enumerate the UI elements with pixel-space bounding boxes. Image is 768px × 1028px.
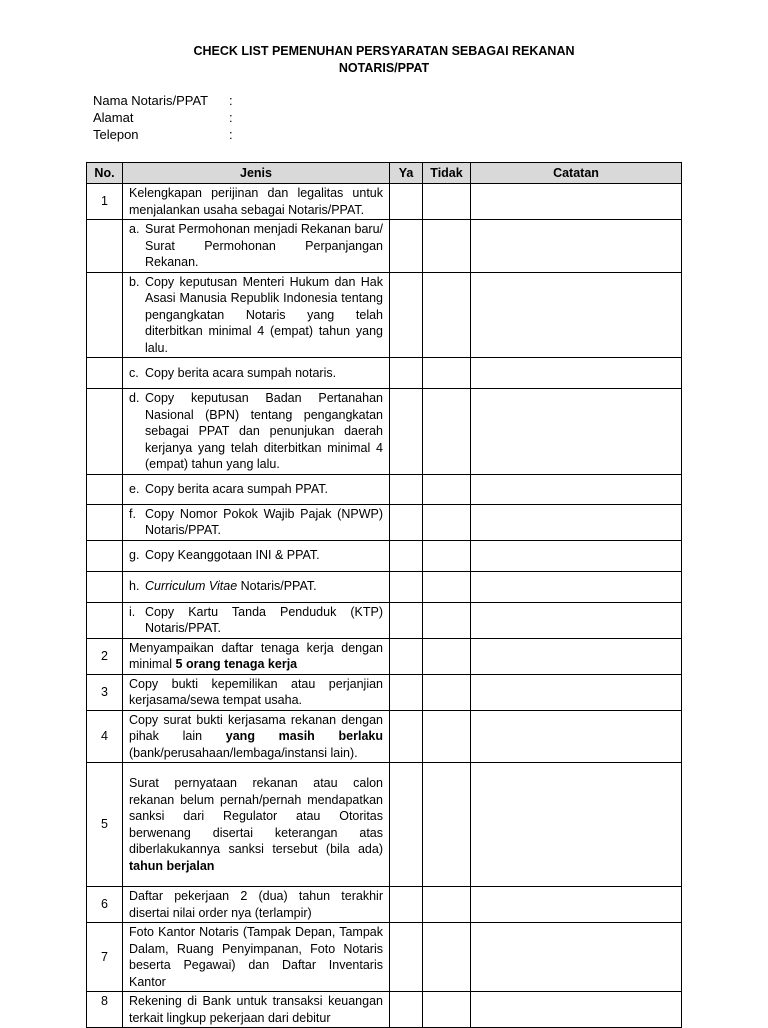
item-letter: f. (129, 506, 136, 521)
row-text-bold: yang masih berlaku (225, 729, 383, 743)
table-row (87, 887, 682, 923)
catatan-cell[interactable] (471, 184, 682, 220)
catatan-cell[interactable] (471, 358, 682, 389)
ya-cell[interactable] (390, 571, 423, 602)
tidak-cell[interactable] (423, 220, 471, 273)
header-tidak: Tidak (423, 163, 471, 184)
row-text: Copy bukti kepemilikan atau perjanjian kerjasama/sewa tempat usaha. (123, 674, 390, 710)
row-text: Kelengkapan perijinan dan legalitas untuk menjalankan usaha sebagai Notaris/PPAT. (123, 184, 390, 220)
item-text: Copy keputusan Menteri Hukum dan Hak Asasi Manusia Republik Indonesia tentang pengangkatan Notaris yang telah diterbitkan minimal 4 (empat) tahun yang lalu. (145, 274, 383, 355)
catatan-cell[interactable] (471, 923, 682, 992)
item-letter: e. (129, 481, 140, 496)
tidak-cell[interactable] (423, 272, 471, 358)
header-no: No. (87, 163, 123, 184)
catatan-cell[interactable] (471, 540, 682, 571)
tidak-cell[interactable] (423, 887, 471, 923)
ya-cell[interactable] (390, 763, 423, 887)
item-text-italic: Curriculum Vitae (145, 579, 238, 594)
ya-cell[interactable] (390, 272, 423, 358)
table-row (87, 602, 682, 638)
tidak-cell[interactable] (423, 674, 471, 710)
table-row (87, 389, 682, 475)
ya-cell[interactable] (390, 638, 423, 674)
tidak-cell[interactable] (423, 358, 471, 389)
table-row (87, 358, 682, 389)
ya-cell[interactable] (390, 992, 423, 1028)
row-number: 8 (87, 992, 123, 1028)
row-text: Foto Kantor Notaris (Tampak Depan, Tampak Dalam, Ruang Penyimpanan, Foto Notaris beserta Pegawai) dan Daftar Inventaris Kantor (123, 923, 390, 992)
item-letter: c. (129, 365, 139, 380)
header-jenis: Jenis (123, 163, 390, 184)
tidak-cell[interactable] (423, 571, 471, 602)
row-text: Copy surat bukti kerjasama rekanan dengan pihak lain (129, 712, 383, 743)
ya-cell[interactable] (390, 923, 423, 992)
catatan-cell[interactable] (471, 220, 682, 273)
row-number: 7 (87, 923, 123, 992)
item-letter: i. (129, 604, 136, 619)
tidak-cell[interactable] (423, 763, 471, 887)
catatan-cell[interactable] (471, 887, 682, 923)
item-letter: d. (129, 391, 140, 405)
item-letter: h. (129, 579, 140, 594)
tidak-cell[interactable] (423, 923, 471, 992)
catatan-cell[interactable] (471, 763, 682, 887)
catatan-cell[interactable] (471, 571, 682, 602)
row-text-post: (bank/perusahaan/lembaga/instansi lain). (129, 745, 358, 760)
catatan-cell[interactable] (471, 272, 682, 358)
document-title-line1: CHECK LIST PEMENUHAN PERSYARATAN SEBAGAI REKANAN (193, 44, 575, 58)
table-row (87, 710, 682, 763)
table-row (87, 638, 682, 674)
tidak-cell[interactable] (423, 602, 471, 638)
row-number: 6 (87, 887, 123, 923)
table-row (87, 992, 682, 1028)
catatan-cell[interactable] (471, 710, 682, 763)
row-text: Surat pernyataan rekanan atau calon rekanan belum pernah/pernah mendapatkan sanksi dari Regulator atau Otoritas berwenang disertai keterangan atas diberlakukannya sanksi tersebut (bila ada) (129, 776, 383, 856)
row-text: Daftar pekerjaan 2 (dua) tahun terakhir disertai nilai order nya (terlampir) (123, 887, 390, 923)
ya-cell[interactable] (390, 474, 423, 504)
item-letter: g. (129, 548, 140, 563)
tidak-cell[interactable] (423, 389, 471, 475)
table-row (87, 674, 682, 710)
row-number: 1 (87, 184, 123, 220)
ya-cell[interactable] (390, 602, 423, 638)
table-row (87, 763, 682, 887)
ya-cell[interactable] (390, 710, 423, 763)
item-text: Surat Permohonan menjadi Rekanan baru/ Surat Permohonan Perpanjangan Rekanan. (145, 222, 383, 269)
ya-cell[interactable] (390, 389, 423, 475)
item-letter: a. (129, 222, 140, 236)
row-text: Menyampaikan daftar tenaga kerja dengan minimal (129, 640, 383, 671)
item-text: Notaris/PPAT. (237, 579, 317, 594)
ya-cell[interactable] (390, 674, 423, 710)
header-catatan: Catatan (471, 163, 682, 184)
row-number: 2 (87, 638, 123, 674)
row-text: Rekening di Bank untuk transaksi keuangan terkait lingkup pekerjaan dari debitur (123, 992, 390, 1028)
catatan-cell[interactable] (471, 602, 682, 638)
header-ya: Ya (390, 163, 423, 184)
ya-cell[interactable] (390, 184, 423, 220)
item-text: Copy keputusan Badan Pertanahan Nasional (BPN) tentang pengangkatan sebagai PPAT dan penunjukan daerah kerjanya yang telah diterbitkan minimal 4 (empat) tahun yang lalu. (145, 391, 383, 471)
checklist-table (86, 162, 682, 1028)
table-row (87, 272, 682, 358)
tidak-cell[interactable] (423, 504, 471, 540)
catatan-cell[interactable] (471, 992, 682, 1028)
table-row (87, 504, 682, 540)
catatan-cell[interactable] (471, 638, 682, 674)
item-text: Copy Nomor Pokok Wajib Pajak (NPWP) Notaris/PPAT. (145, 506, 383, 537)
info-nama: Nama Notaris/PPAT : (93, 93, 233, 108)
table-row (87, 184, 682, 220)
row-number: 3 (87, 674, 123, 710)
catatan-cell[interactable] (471, 674, 682, 710)
catatan-cell[interactable] (471, 504, 682, 540)
table-row (87, 220, 682, 273)
table-row (87, 474, 682, 504)
table-row (87, 540, 682, 571)
ya-cell[interactable] (390, 540, 423, 571)
item-text: Copy Keanggotaan INI & PPAT. (145, 548, 320, 563)
row-number: 4 (87, 710, 123, 763)
tidak-cell[interactable] (423, 540, 471, 571)
table-row (87, 571, 682, 602)
info-telepon: Telepon : (93, 127, 233, 142)
tidak-cell[interactable] (423, 710, 471, 763)
item-text: Copy berita acara sumpah notaris. (145, 365, 337, 380)
tidak-cell[interactable] (423, 638, 471, 674)
row-text-bold: 5 orang tenaga kerja (175, 657, 298, 671)
tidak-cell[interactable] (423, 992, 471, 1028)
row-number: 5 (87, 763, 123, 887)
ya-cell[interactable] (390, 504, 423, 540)
tidak-cell[interactable] (423, 474, 471, 504)
item-text: Copy Kartu Tanda Penduduk (KTP) Notaris/PPAT. (145, 604, 383, 635)
ya-cell[interactable] (390, 358, 423, 389)
table-header-row (87, 163, 682, 184)
ya-cell[interactable] (390, 887, 423, 923)
table-row (87, 923, 682, 992)
item-text: Copy berita acara sumpah PPAT. (145, 481, 328, 496)
catatan-cell[interactable] (471, 474, 682, 504)
ya-cell[interactable] (390, 220, 423, 273)
tidak-cell[interactable] (423, 184, 471, 220)
item-letter: b. (129, 274, 140, 289)
row-text-bold: tahun berjalan (129, 858, 215, 873)
info-alamat: Alamat : (93, 110, 233, 125)
catatan-cell[interactable] (471, 389, 682, 475)
document-title-line2: NOTARIS/PPAT (338, 61, 430, 75)
